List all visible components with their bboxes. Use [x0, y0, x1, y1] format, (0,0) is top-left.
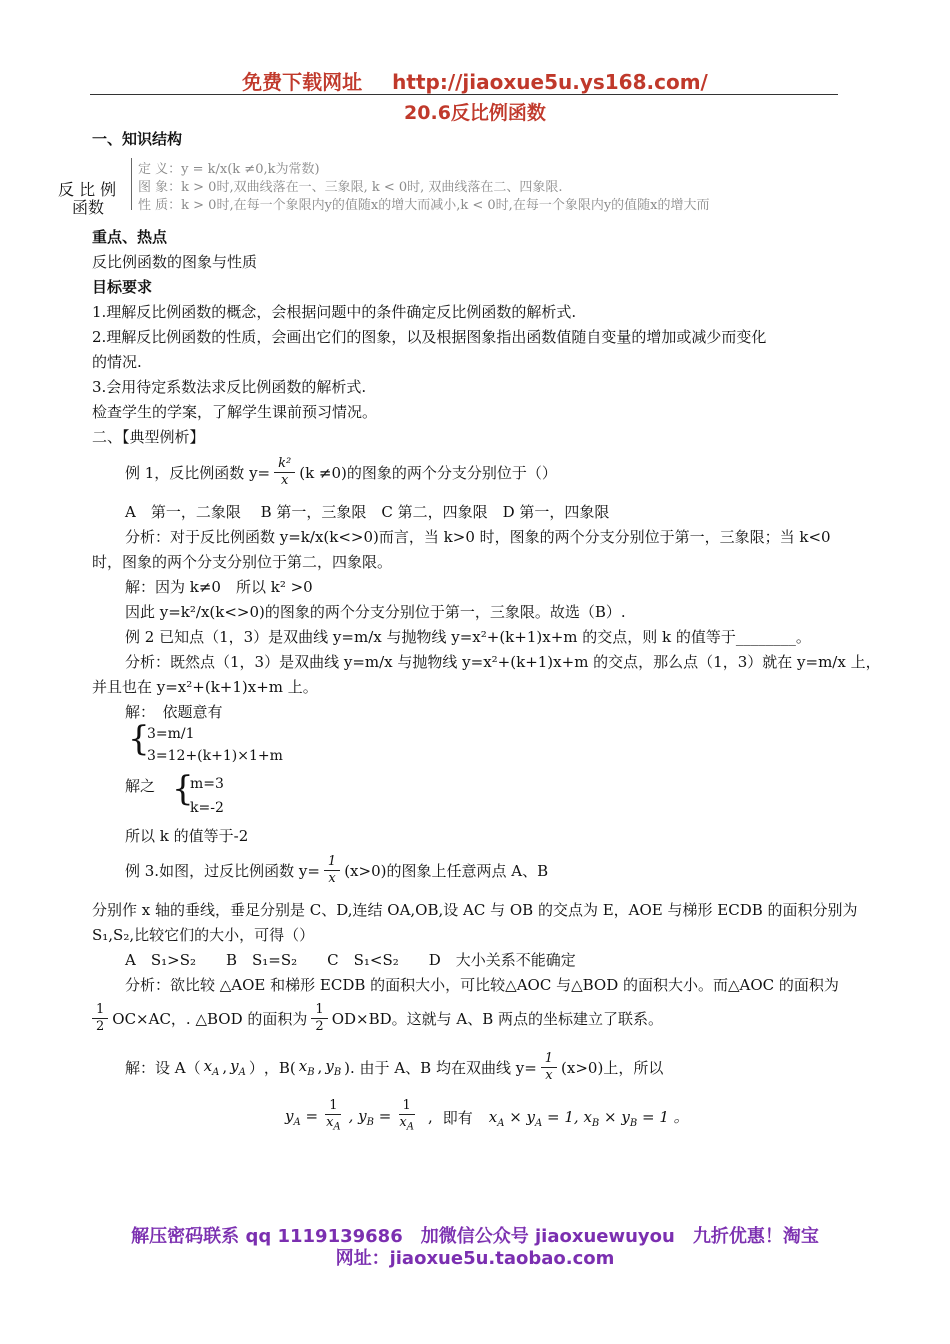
ex3-solution-equations: $y_A$ = $\frac{1}{x_A}$ , $y_B$ = $\frac{1}{x_A}$ , 即有 $x_A \times y_A = 1$, $x_B \times y_B = 1$ 。: [285, 1095, 689, 1139]
ex3-options: A S₁>S₂ B S₁=S₂ C S₁<S₂ D 大小关系不能确定: [125, 951, 576, 969]
structure-row-graph: 图 象：k > 0时,双曲线落在一、三象限, k < 0时, 双曲线落在二、四象限.: [138, 180, 563, 195]
half-fraction: [92, 1002, 108, 1035]
example-2-question: 例 2 已知点（1，3）是双曲线 y=m/x 与抛物线 y=x²+(k+1)x+m 的交点，则 k 的值等于________。: [125, 628, 811, 646]
ex2-solution-label: 解： 依题意有: [125, 703, 223, 721]
structure-brace: [131, 158, 132, 210]
ex3-fraction-num: 1: [324, 854, 340, 871]
ex2-result-brace: {: [172, 769, 194, 809]
focus-text: 反比例函数的图象与性质: [92, 253, 258, 271]
goal-item: 2.理解反比例函数的性质，会画出它们的图象，以及根据图象指出函数值随自变量的增加或减少而变化: [92, 328, 767, 346]
structure-row-property: 性 质：k > 0时,在每一个象限内y的值随x的增大而减小,k < 0时,在每一个象限内y的值随x的增大而: [138, 198, 710, 213]
ex2-conclusion: 所以 k 的值等于-2: [125, 827, 249, 845]
ex3-sol-c: ). 由于 A、B 均在双曲线 y=: [344, 1058, 537, 1077]
ex2-analysis-cont: 并且也在 y=x²+(k+1)x+m 上。: [92, 678, 318, 696]
ex1-analysis: 分析：对于反比例函数 y=k/x(k<>0)而言，当 k>0 时，图象的两个分支分别位于第一，三象限；当 k<0: [125, 528, 831, 546]
ex3-text-pre: 例 3.如图，过反比例函数 y=: [125, 861, 320, 880]
ex3-analysis-text-a: OC×AC，. △BOD 的面积为: [112, 1009, 308, 1028]
ya-fraction: $\frac{1}{x_A}$: [326, 1098, 341, 1133]
structure-side-label: 反 比 例: [58, 180, 117, 199]
ex3-line-3: S₁,S₂,比较它们的大小，可得（）: [92, 926, 315, 944]
ex3-xb: $x_B$: [298, 1056, 315, 1078]
page-title: 20.6反比例函数: [404, 102, 546, 124]
ex3-line-2: 分别作 x 轴的垂线，垂足分别是 C、D,连结 OA,OB,设 AC 与 OB 的交点为 E，AOE 与梯形 ECDB 的面积分别为: [92, 901, 858, 919]
goal-item: 3.会用待定系数法求反比例函数的解析式.: [92, 378, 367, 396]
half-den: 2: [96, 1018, 105, 1034]
ex3-fraction-den: x: [328, 870, 336, 886]
half-fraction-2: [311, 1002, 327, 1035]
yb-fraction: $\frac{1}{x_A}$: [399, 1098, 414, 1133]
ex2-result: k=-2: [190, 800, 224, 816]
example-3-question: [125, 850, 548, 890]
focus-heading: 重点、热点: [92, 228, 168, 246]
ex1-text-pre: 例 1，反比例函数 y=: [125, 463, 271, 482]
ex2-equation: 3=12+(k+1)×1+m: [147, 748, 283, 764]
ya-eq: $y_A$ =: [285, 1106, 319, 1128]
yb-eq: , $y_B$ =: [348, 1106, 392, 1128]
ex1-analysis-cont: 时，图象的两个分支分别位于第二，四象限。: [92, 553, 393, 571]
half-num: 1: [92, 1002, 108, 1019]
ex3-fraction: [324, 854, 340, 887]
example-1-question: [125, 452, 557, 492]
section-heading-examples: 二、【典型例析】: [92, 428, 205, 446]
ex1-options: A 第一，二象限 B 第一，三象限 C 第二，四象限 D 第一，四象限: [125, 503, 610, 521]
ex2-system-brace: {: [128, 719, 150, 759]
goal-item: 的情况.: [92, 353, 142, 371]
footer-line-1: 解压密码联系 qq 1119139686 加微信公众号 jiaoxuewuyou 九折优惠！淘宝: [131, 1226, 819, 1247]
ex3-solution: 解：设 A（ $x_A$ , $y_A$ ） ，B( $x_B$ , $y_B$ ). 由于 A、B 均在双曲线 y= $\frac{1}{x}$ (x>0)上，所以: [125, 1050, 664, 1083]
ex3-sol-fraction: $\frac{1}{x}$: [541, 1051, 557, 1084]
site-header: [0, 66, 950, 95]
ex3-analysis-text-b: OD×BD。这就与 A、B 两点的坐标建立了联系。: [331, 1009, 664, 1028]
site-url-link[interactable]: http://jiaoxue5u.ys168.com/: [392, 70, 708, 94]
structure-side-label-2: 函数: [72, 198, 105, 217]
ex1-fraction-num: k²: [274, 456, 295, 473]
ex3-analysis: 分析：欲比较 △AOE 和梯形 ECDB 的面积大小，可比较△AOC 与△BOD 的面积大小。而△AOC 的面积为: [125, 976, 839, 994]
ex3-xa: $x_A$: [203, 1056, 220, 1078]
ex1-fraction-den: x: [281, 472, 289, 488]
ex3-text-post: (x>0)的图象上任意两点 A、B: [344, 861, 549, 880]
ex2-equation: 3=m/1: [147, 726, 195, 742]
ex3-yb: $y_B$: [325, 1056, 342, 1078]
ex3-sol-mid: 即有: [442, 1108, 473, 1127]
ex1-solution-cont: 因此 y=k²/x(k<>0)的图象的两个分支分别位于第一，三象限。故选（B）.: [125, 603, 626, 621]
structure-row-definition: 定 义：y = k/x(k ≠0,k为常数): [138, 162, 320, 177]
ex3-product-eq: $x_A \times y_A = 1$, $x_B \times y_B = 1$ 。: [488, 1107, 689, 1129]
ex2-analysis: 分析：既然点（1，3）是双曲线 y=m/x 与抛物线 y=x²+(k+1)x+m 的交点，那么点（1，3）就在 y=m/x 上，: [125, 653, 881, 671]
section-heading-structure: 一、知识结构: [92, 130, 183, 148]
ex2-result: m=3: [190, 776, 224, 792]
footer-line-2[interactable]: 网址：jiaoxue5u.taobao.com: [335, 1248, 615, 1269]
site-label: 免费下载网址: [242, 70, 363, 94]
ex3-sol-d: (x>0)上，所以: [561, 1058, 664, 1077]
ex3-ya: $y_A$: [230, 1056, 246, 1078]
half-den-2: 2: [315, 1018, 324, 1034]
ex3-sol-b: ，B(: [263, 1058, 296, 1077]
half-num-2: 1: [311, 1002, 327, 1019]
goal-item: 检查学生的学案，了解学生课前预习情况。: [92, 403, 378, 421]
ex2-solve-label: 解之: [125, 777, 156, 795]
goal-item: 1.理解反比例函数的概念，会根据问题中的条件确定反比例函数的解析式.: [92, 303, 577, 321]
goals-heading: 目标要求: [92, 278, 153, 296]
ex1-solution: 解：因为 k≠0 所以 k² >0: [125, 578, 313, 596]
ex1-fraction: [274, 456, 295, 489]
ex3-sol-a: 解：设 A（: [125, 1058, 201, 1077]
ex1-text-post: (k ≠0)的图象的两个分支分别位于（）: [299, 463, 557, 482]
header-divider: [90, 94, 838, 95]
ex3-analysis-cont: [88, 998, 663, 1038]
